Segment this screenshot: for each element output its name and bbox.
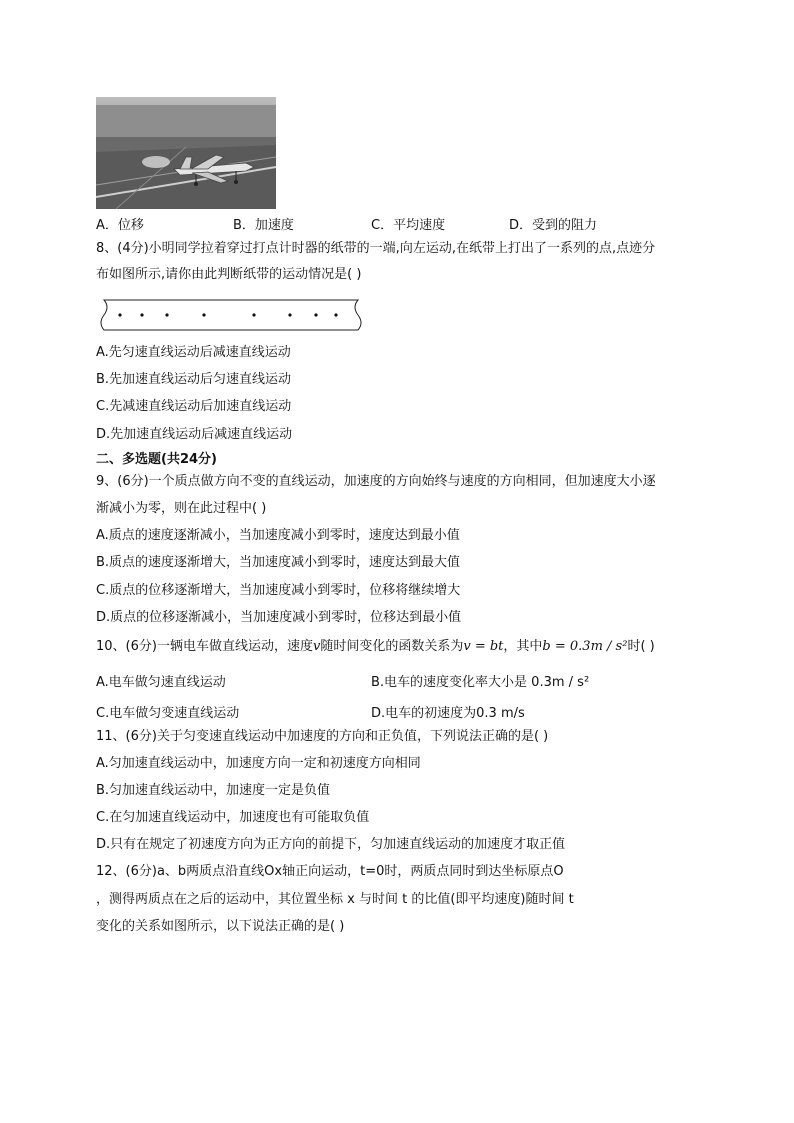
q9-option-d: D.质点的位移逐渐减小，当加速度减小到零时，位移达到最小值 <box>96 610 462 625</box>
tape-dot <box>118 313 121 316</box>
q10-stem-mid2: ，其中 <box>503 639 543 654</box>
q9-stem-line2: 渐减小为零，则在此过程中( ) <box>96 501 267 516</box>
q9-option-a: A.质点的速度逐渐减小，当加速度减小到零时，速度达到最小值 <box>96 528 460 543</box>
q11-option-d: D.只有在规定了初速度方向为正方向的前提下，匀加速直线运动的加速度才取正值 <box>96 837 566 852</box>
tape-dot <box>252 313 255 316</box>
q10-stem-mid: 随时间变化的函数关系为 <box>320 639 464 654</box>
q10-stem-prefix: 10、(6分)一辆电车做直线运动，速度 <box>96 639 313 654</box>
q8-option-b: B.先加速直线运动后匀速直线运动 <box>96 372 292 387</box>
q12-stem-line3: 变化的关系如图所示，以下说法正确的是( ) <box>96 919 345 934</box>
tape-dot <box>314 313 317 316</box>
aircraft-carrier-photo <box>96 97 276 209</box>
q10-option-b: B.电车的速度变化率大小是 0.3m / s² <box>371 675 590 690</box>
q9-stem-line1: 9、(6分)一个质点做方向不变的直线运动，加速度的方向始终与速度的方向相同，但加速度大小逐 <box>96 474 656 489</box>
q10-stem <box>96 638 655 656</box>
q11-option-c: C.在匀加速直线运动中，加速度也有可能取负值 <box>96 810 370 825</box>
q7-option-b: B．加速度 <box>233 218 294 233</box>
section-title: 二、多选题(共24分) <box>96 452 217 467</box>
q12-stem-line2: ，测得两质点在之后的运动中，其位置坐标 x 与时间 t 的比值(即平均速度)随时间 t <box>96 892 574 907</box>
q10-formula2: b = 0.3m / s² <box>542 639 628 654</box>
q10-option-c: C.电车做匀变速直线运动 <box>96 706 240 721</box>
q8-option-d: D.先加速直线运动后减速直线运动 <box>96 427 293 442</box>
tape-dot <box>202 313 205 316</box>
q8-stem-line1: 8、(4分)小明同学拉着穿过打点计时器的纸带的一端,向左运动,在纸带上打出了一系列的点,点迹分 <box>96 241 656 256</box>
q8-option-c: C.先减速直线运动后加速直线运动 <box>96 399 292 414</box>
q8-option-a: A.先匀速直线运动后减速直线运动 <box>96 345 291 360</box>
paper-tape-figure <box>96 298 364 332</box>
tape-dot <box>140 313 143 316</box>
q11-option-a: A.匀加速直线运动中，加速度方向一定和初速度方向相同 <box>96 756 421 771</box>
q9-option-b: B.质点的速度逐渐增大，当加速度减小到零时，速度达到最大值 <box>96 555 461 570</box>
q10-formula: v = bt <box>463 639 504 654</box>
q7-option-a: A．位移 <box>96 218 144 233</box>
q7-option-c: C．平均速度 <box>371 218 446 233</box>
q12-stem-line1: 12、(6分)a、b两质点沿直线Ox轴正向运动，t=0时，两质点同时到达坐标原点O <box>96 864 564 879</box>
q10-option-a: A.电车做匀速直线运动 <box>96 675 226 690</box>
q8-stem-line2: 布如图所示,请你由此判断纸带的运动情况是( ) <box>96 267 362 282</box>
tape-dot <box>334 313 337 316</box>
q11-stem: 11、(6分)关于匀变速直线运动中加速度的方向和正负值，下列说法正确的是( ) <box>96 729 549 744</box>
q10-option-d: D.电车的初速度为0.3 m/s <box>371 706 525 721</box>
q7-option-d: D．受到的阻力 <box>509 218 598 233</box>
q10-stem-suffix: 时( ) <box>627 639 655 654</box>
tape-dot <box>165 313 168 316</box>
tape-dot <box>288 313 291 316</box>
q10-var-v: v <box>312 639 321 654</box>
q9-option-c: C.质点的位移逐渐增大，当加速度减小到零时，位移将继续增大 <box>96 583 461 598</box>
q11-option-b: B.匀加速直线运动中，加速度一定是负值 <box>96 783 331 798</box>
